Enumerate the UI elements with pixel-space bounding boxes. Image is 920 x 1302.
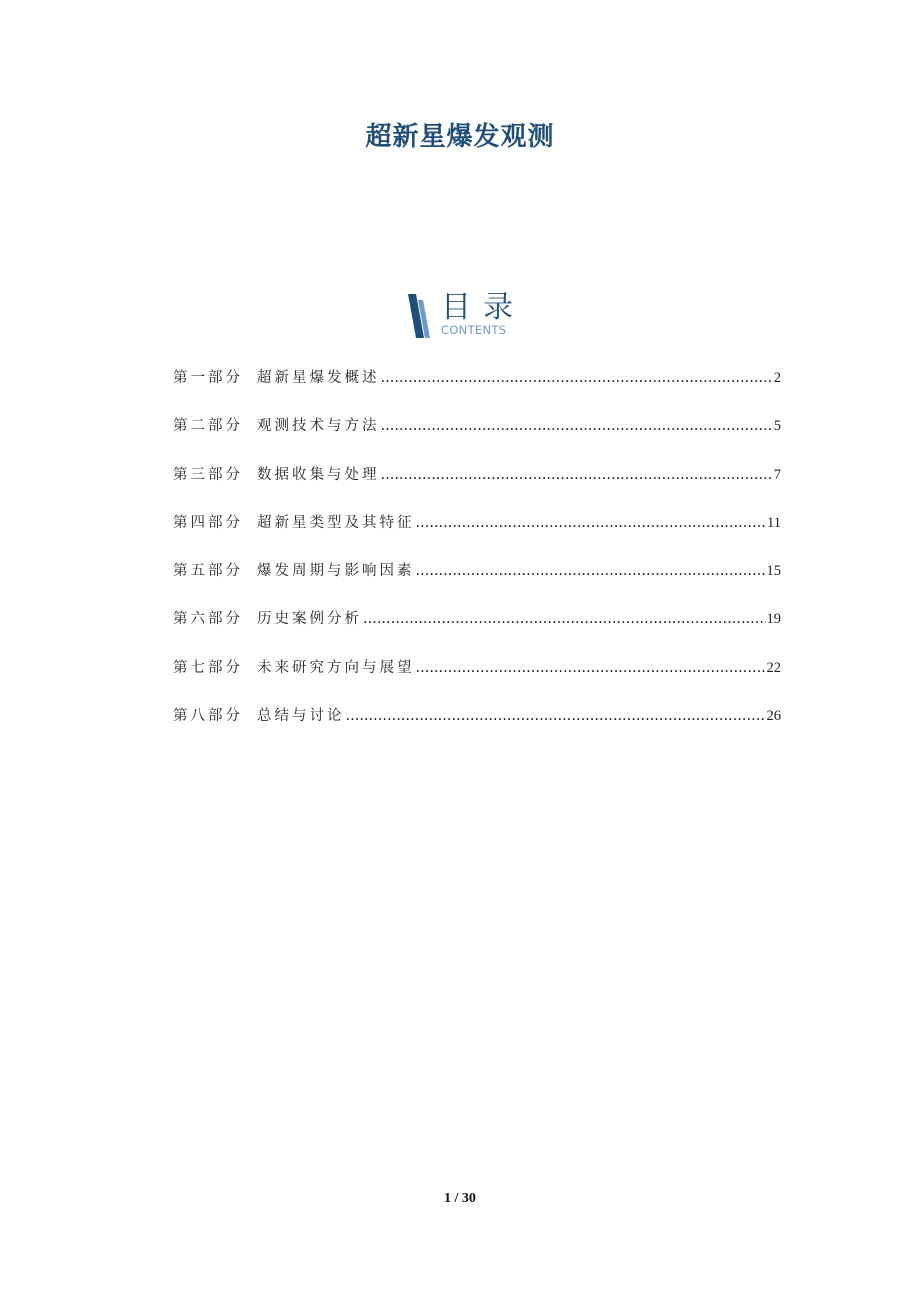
toc-dot-leader	[416, 515, 767, 531]
toc-entry-page: 7	[773, 466, 781, 483]
toc-entry-part: 第八部分	[173, 708, 243, 725]
toc-dot-leader	[381, 418, 773, 434]
toc-dot-leader	[416, 563, 766, 579]
toc-entry[interactable]	[173, 414, 781, 462]
toc-header	[406, 292, 526, 342]
toc-bar-logo-icon	[406, 294, 430, 338]
toc-entry[interactable]	[173, 463, 781, 511]
toc-entry[interactable]	[173, 511, 781, 559]
toc-entry-page: 19	[766, 611, 781, 628]
toc-subheading: CONTENTS	[441, 323, 507, 337]
toc-entry-page: 15	[766, 563, 781, 580]
toc-entry-part: 第二部分	[173, 418, 243, 435]
toc-entry-name: 总结与讨论	[257, 708, 345, 725]
toc-entry-page: 11	[767, 514, 781, 531]
toc-dot-leader	[346, 708, 766, 724]
toc-entry[interactable]	[173, 704, 781, 752]
toc-heading: 目录	[441, 290, 525, 325]
toc-entry-page: 5	[773, 418, 781, 435]
toc-dot-leader	[381, 467, 773, 483]
toc-entry-name: 历史案例分析	[257, 611, 362, 628]
toc-entry-page: 2	[773, 370, 781, 386]
toc-entry-part: 第五部分	[173, 563, 243, 580]
toc-entry-name: 数据收集与处理	[257, 466, 380, 483]
toc-entry-name: 超新星爆发概述	[257, 370, 380, 386]
page-indicator: 1 / 30	[444, 1191, 476, 1206]
toc-entry-name: 超新星类型及其特征	[257, 514, 415, 531]
toc-entry[interactable]	[173, 559, 781, 607]
toc-entry-name: 观测技术与方法	[257, 418, 380, 435]
toc-entry-name: 未来研究方向与展望	[257, 659, 415, 676]
toc-entry-part: 第六部分	[173, 611, 243, 628]
toc-entry[interactable]	[173, 366, 781, 414]
toc-list	[173, 366, 781, 752]
toc-dot-leader	[381, 370, 773, 386]
toc-entry-page: 26	[766, 708, 781, 725]
toc-entry-page: 22	[766, 659, 781, 676]
toc-entry[interactable]	[173, 607, 781, 655]
toc-entry-part: 第一部分	[173, 370, 243, 386]
toc-entry-part: 第四部分	[173, 514, 243, 531]
toc-entry-name: 爆发周期与影响因素	[257, 563, 415, 580]
toc-dot-leader	[363, 611, 766, 627]
toc-entry-part: 第七部分	[173, 659, 243, 676]
document-title: 超新星爆发观测	[365, 122, 555, 152]
toc-entry[interactable]	[173, 656, 781, 704]
toc-entry-part: 第三部分	[173, 466, 243, 483]
toc-dot-leader	[416, 660, 766, 676]
